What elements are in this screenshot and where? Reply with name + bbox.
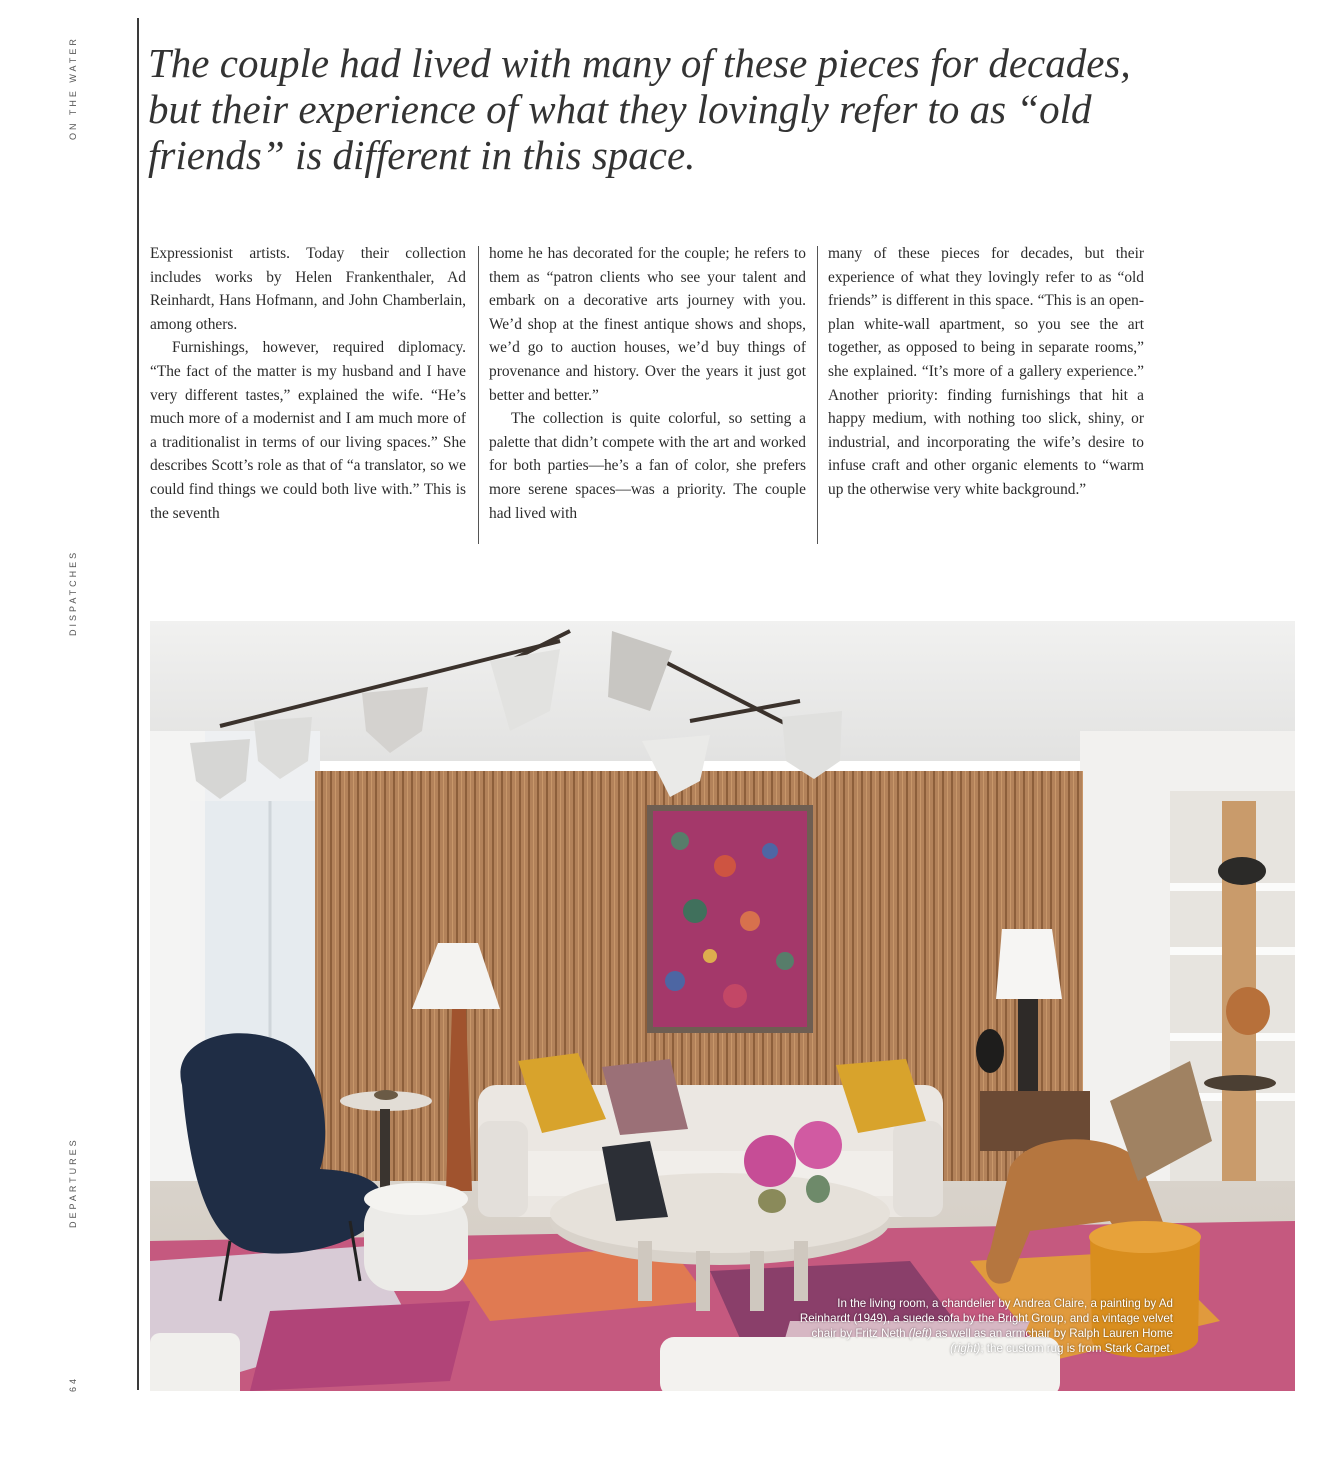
text-column-3	[828, 242, 1144, 502]
caption-text: In the living room, a chandelier by Andrea Claire, a painting by Ad Reinhardt (1949), a suede sofa by the Bright Group, and a vintage velvet chair by Fritz Neth	[799, 1297, 1173, 1340]
photo-caption	[793, 1296, 1173, 1356]
section-label-departures: DEPARTURES	[68, 1137, 78, 1228]
caption-right-tag: (right)	[950, 1342, 981, 1355]
caption-left-tag: (left)	[908, 1327, 932, 1340]
paragraph: The collection is quite colorful, so setting a palette that didn’t compete with the art and worked for both parties—he’s a fan of color, she prefers more serene spaces—was a priority. The couple had lived with	[489, 410, 806, 522]
column-divider	[817, 246, 818, 544]
column-divider	[478, 246, 479, 544]
page-number: 64	[68, 1375, 78, 1392]
paragraph: home he has decorated for the couple; he refers to them as “patron clients who see your talent and embark on a decorative arts journey with you. We’d shop at the finest antique shows and shops, we’d go to auction houses, we’d buy things of provenance and history. Over the years it just got better and better.”	[489, 245, 806, 404]
caption-text: ; the custom rug is from Stark Carpet.	[980, 1342, 1173, 1355]
living-room-photo	[150, 621, 1295, 1391]
text-column-1	[150, 242, 466, 525]
vertical-rule	[137, 18, 139, 1390]
paragraph: many of these pieces for decades, but their experience of what they lovingly refer to as “old friends” is different in this space. “This is an open-plan white-wall apartment, so you see the art together, as opposed to being in separate rooms,” she explained. “It’s more of a gallery experience.” Another priority: finding furnishings that hit a happy medium, with nothing too slick, shiny, or industrial, and incorporating the wife’s desire to infuse craft and other organic elements to “warm up the otherwise very white background.”	[828, 245, 1144, 498]
section-label-on-the-water: ON THE WATER	[68, 36, 78, 140]
paragraph: Furnishings, however, required diplomacy. “The fact of the matter is my husband and I have very different tastes,” explained the wife. “He’s much more of a modernist and I am much more of a traditionalist in terms of our living spaces.” She describes Scott’s role as that of “a translator, so we could find things we could both live with.” This is the seventh	[150, 339, 466, 522]
pull-quote: The couple had lived with many of these pieces for decades, but their experience of what they lovingly refer to as “old friends” is different in this space.	[148, 40, 1131, 178]
caption-text: as well as an armchair by Ralph Lauren Home	[931, 1327, 1173, 1340]
chandelier-shade	[782, 711, 842, 779]
lamp-shade	[996, 929, 1062, 999]
text-column-2	[489, 242, 806, 525]
paragraph: Expressionist artists. Today their collection includes works by Helen Frankenthaler, Ad Reinhardt, Hans Hofmann, and John Chamberlain, among others.	[150, 245, 466, 333]
flowers	[744, 1135, 796, 1187]
section-label-dispatches: DISPATCHES	[68, 549, 78, 636]
